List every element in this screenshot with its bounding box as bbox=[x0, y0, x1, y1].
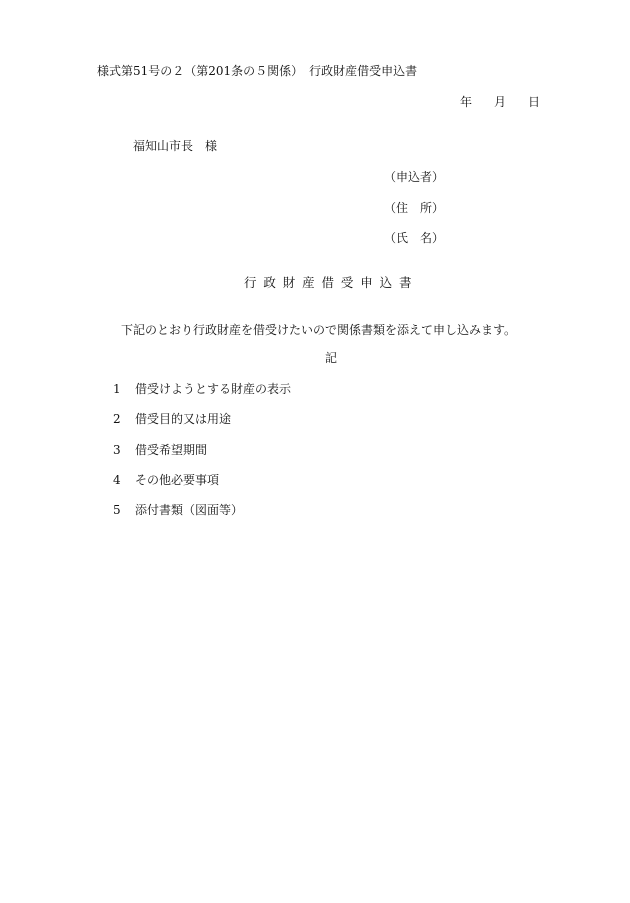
item-text: 借受目的又は用途 bbox=[135, 412, 232, 426]
date-line bbox=[460, 96, 540, 108]
addressee: 福知山市長 様 bbox=[133, 139, 218, 153]
document-title: 行政財産借受申込書 bbox=[244, 275, 419, 290]
item-number: 2 bbox=[113, 412, 121, 426]
intro-text: 下記のとおり行政財産を借受けたいので関係書類を添えて申し込みます。 bbox=[121, 323, 517, 337]
list-item bbox=[113, 504, 243, 516]
item-number: 3 bbox=[113, 443, 121, 457]
item-number: 5 bbox=[113, 503, 121, 517]
item-text: その他必要事項 bbox=[135, 473, 220, 487]
ki-heading: 記 bbox=[325, 351, 338, 365]
item-text: 添付書類（図面等） bbox=[135, 503, 244, 517]
item-text: 借受希望期間 bbox=[135, 443, 208, 457]
item-number: 1 bbox=[113, 382, 121, 396]
item-number: 4 bbox=[113, 473, 121, 487]
applicant-address-label: （住 所） bbox=[384, 201, 445, 215]
applicant-label: （申込者） bbox=[384, 170, 445, 184]
list-item bbox=[113, 413, 231, 425]
date-year: 年 bbox=[460, 95, 473, 109]
applicant-name-label: （氏 名） bbox=[384, 231, 445, 245]
list-item bbox=[113, 383, 291, 395]
form-header: 様式第51号の２（第201条の５関係） 行政財産借受申込書 bbox=[97, 64, 418, 78]
item-text: 借受けようとする財産の表示 bbox=[135, 382, 292, 396]
list-item bbox=[113, 444, 207, 456]
date-day: 日 bbox=[528, 95, 541, 109]
date-month: 月 bbox=[494, 95, 507, 109]
list-item bbox=[113, 474, 219, 486]
